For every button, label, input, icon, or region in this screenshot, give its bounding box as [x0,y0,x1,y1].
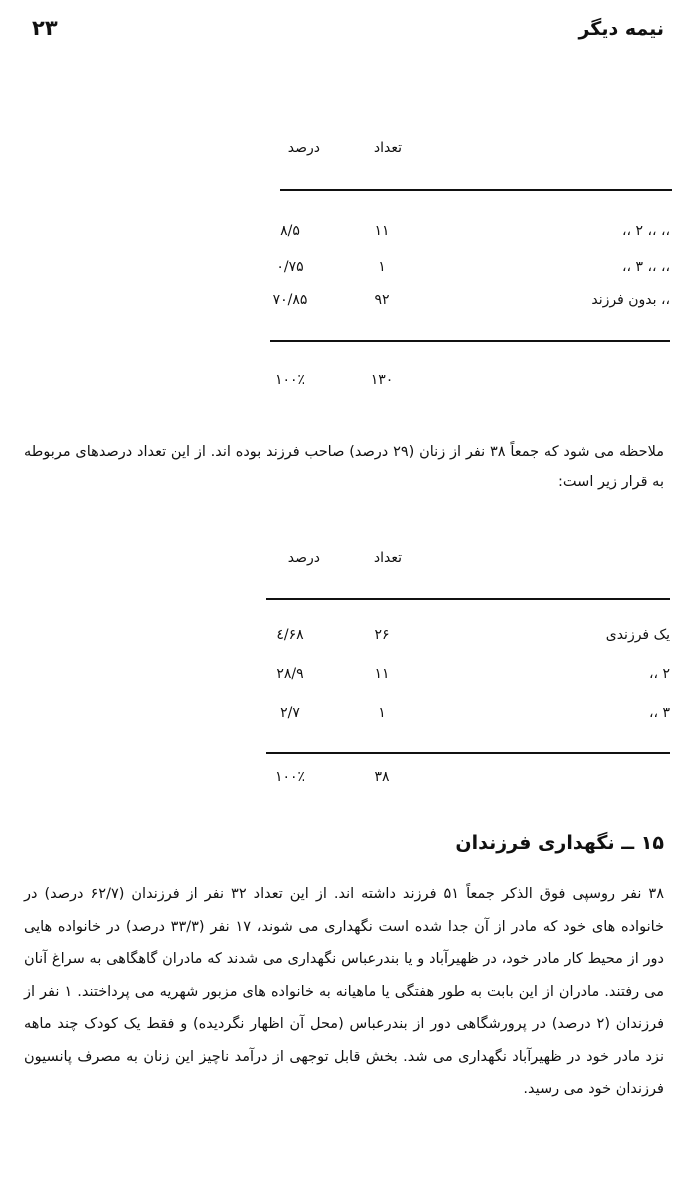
running-header-title: نیمه دیگر [578,18,664,40]
row-percent: ۶۸/٤ [276,627,304,643]
row-percent: ۷۰/۸۵ [272,292,308,308]
row-count: ۱ [378,705,386,721]
column-header-percent: درصد [287,140,320,156]
section-heading: ۱۵ ــ نگهداری فرزندان [455,832,664,854]
body-paragraph: ۳۸ نفر روسپی فوق الذکر جمعاً ۵۱ فرزند داشته اند. از این تعداد ۳۲ نفر از فرزندان (۶۲/۷ درصد) در خانواده های خود که مادر از آن جدا شده است نگهداری می شوند، ۱۷ نفر (۳۳/۳ درصد) در خانواده هایی دور از محیط کار مادر خود، در ظهیرآباد و یا بندرعباس نگهداری می شدند که مادران گاهگاهی به سراغ آنان می رفتند. مادران از این بابت به طور هفتگی یا ماهیانه به خانواده های مزبور شهریه می پرداختند. ۱ نفر از فرزندان (۲ درصد) در پرورشگاهی دور از بندرعباس (محل آن اظهار نگردیده) و فقط یک کودک چند ماهه نزد مادر خود در ظهیرآباد نگهداری می شد. بخش قابل توجهی از درآمد ناچیز این زنان به مصرف پانسیون فرزندان خود می رسید. [24,886,665,1097]
table-row [250,705,670,729]
page-number: ۲۳ [32,16,58,40]
row-label: ،، ،، ۲ ،، [621,223,670,239]
table-rule-top [266,598,670,600]
table-total-row [250,769,670,793]
table-rule-top [280,189,672,191]
total-percent: ۱۰۰٪ [274,372,306,388]
total-percent: ۱۰۰٪ [274,769,306,785]
row-percent: ۲/۷ [280,705,300,721]
table-row [250,259,670,283]
body-paragraph: ملاحظه می شود که جمعاً ۳۸ نفر از زنان (۲۹ درصد) صاحب فرزند بوده اند. از این تعداد درصدهای مربوطه به قرار زیر است: [24,444,664,490]
row-count: ۱۱ [374,223,390,239]
row-count: ۹۲ [374,292,390,308]
column-header-count: تعداد [373,550,402,566]
table-row [250,666,670,690]
row-label: یک فرزندی [605,627,670,643]
row-percent: ۲۸/۹ [276,666,304,682]
row-count: ۱ [378,259,386,275]
table-row [250,292,670,316]
row-count: ۲۶ [374,627,390,643]
column-header-count: تعداد [373,140,402,156]
row-count: ۱۱ [374,666,390,682]
row-percent: ۸/۵ [280,223,300,239]
column-header-percent: درصد [287,550,320,566]
row-label: ،، بدون فرزند [591,292,670,308]
row-label: ۲ ،، [648,666,670,682]
table-rule-bottom [266,752,670,754]
total-count: ۱۳۰ [370,372,394,388]
table-rule-bottom [270,340,670,342]
table-total-row [250,372,670,396]
table-row [250,627,670,651]
total-count: ۳۸ [374,769,390,785]
row-label: ،، ،، ۳ ،، [621,259,670,275]
row-percent: ۰/۷۵ [276,259,304,275]
table-row [250,223,670,247]
row-label: ۳ ،، [648,705,670,721]
